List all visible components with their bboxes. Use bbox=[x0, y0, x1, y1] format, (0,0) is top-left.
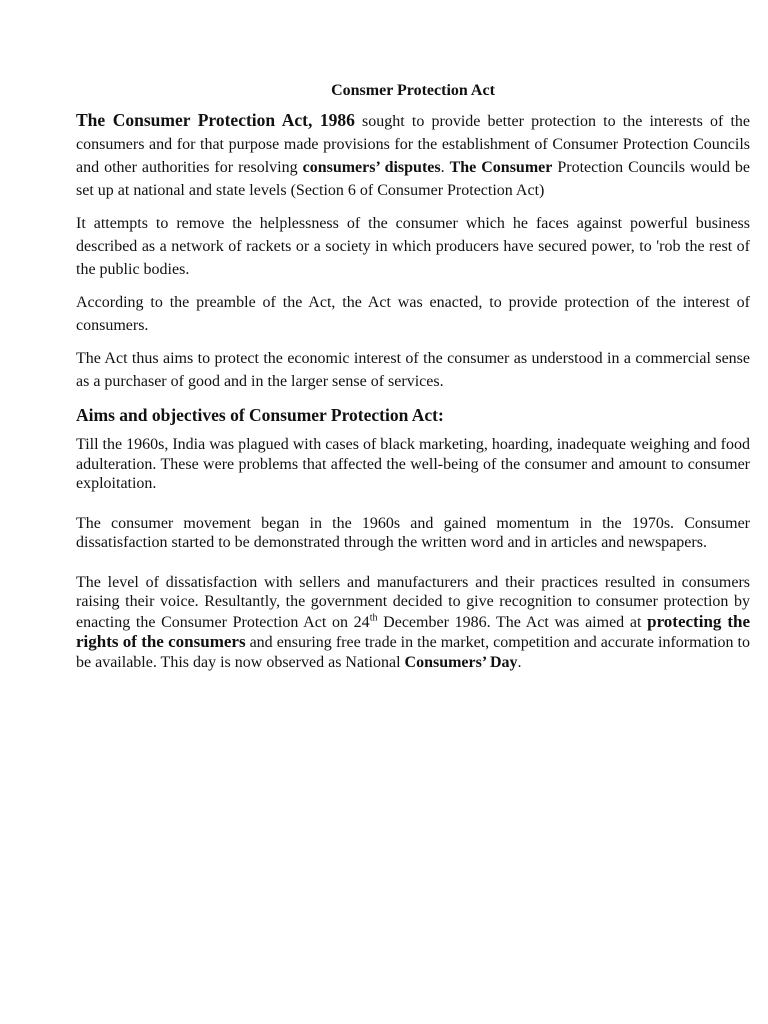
consumer-councils-term: The Consumer bbox=[449, 159, 553, 176]
intro-text-1: sought to provide better protection to the interests of the consumers and for that purpose made provisions for the establishment of Consumer Protection Councils and other authorities for resolving bbox=[76, 113, 751, 176]
dissatisfaction-text-2: December 1986. The Act was aimed at bbox=[377, 613, 648, 631]
consumers-day-term: Consumers’ Day bbox=[404, 653, 518, 671]
dissatisfaction-text-1: The level of dissatisfaction with sellers and manufacturers and their practices resulted in consumers raising their voice. Resultantly, the government decided to give recognition to consumer protection by enacting the Consumer Protection Act on 24 bbox=[76, 573, 750, 631]
document-title: Consmer Protection Act bbox=[331, 82, 495, 99]
rights-of-consumers-term: protecting the rights of the consumers bbox=[76, 611, 751, 651]
consumers-disputes-term: consumers’ disputes bbox=[302, 159, 441, 176]
act-name-lead: The Consumer Protection Act, 1986 bbox=[76, 110, 355, 130]
document-page bbox=[76, 80, 750, 672]
dissatisfaction-text-3: and ensuring free trade in the market, competition and accurate information to be available. This day is now observed as National bbox=[76, 634, 750, 671]
section-heading-aims: Aims and objectives of Consumer Protection Act: bbox=[76, 405, 444, 425]
intro-text-3: Protection Councils would be set up at national and state levels (Section 6 of Consumer Protection Act) bbox=[76, 159, 751, 199]
intro-text-2: . bbox=[440, 159, 450, 176]
paragraph-dissatisfaction bbox=[76, 573, 750, 673]
paragraph-economic-interest: The Act thus aims to protect the economic interest of the consumer as understood in a commercial sense as a purchaser of good and in the larger sense of services. bbox=[76, 350, 750, 390]
paragraph-consumer-movement: The consumer movement began in the 1960s and gained momentum in the 1970s. Consumer dissatisfaction started to be demonstrated through the written word and in articles and newspapers. bbox=[76, 514, 750, 551]
paragraph-preamble: According to the preamble of the Act, the Act was enacted, to provide protection of the interest of consumers. bbox=[76, 294, 750, 334]
ordinal-superscript: th bbox=[369, 612, 378, 624]
paragraph-1960s: Till the 1960s, India was plagued with cases of black marketing, hoarding, inadequate weighing and food adulteration. These were problems that affected the well-being of the consumer and amount to consumer exploitation. bbox=[76, 436, 750, 492]
paragraph-intro bbox=[76, 109, 750, 202]
dissatisfaction-text-4: . bbox=[517, 653, 522, 671]
paragraph-helplessness: It attempts to remove the helplessness of the consumer which he faces against powerful business described as a network of rackets or a society in which producers have secured power, to 'rob the rest of the public bodies. bbox=[76, 215, 750, 278]
